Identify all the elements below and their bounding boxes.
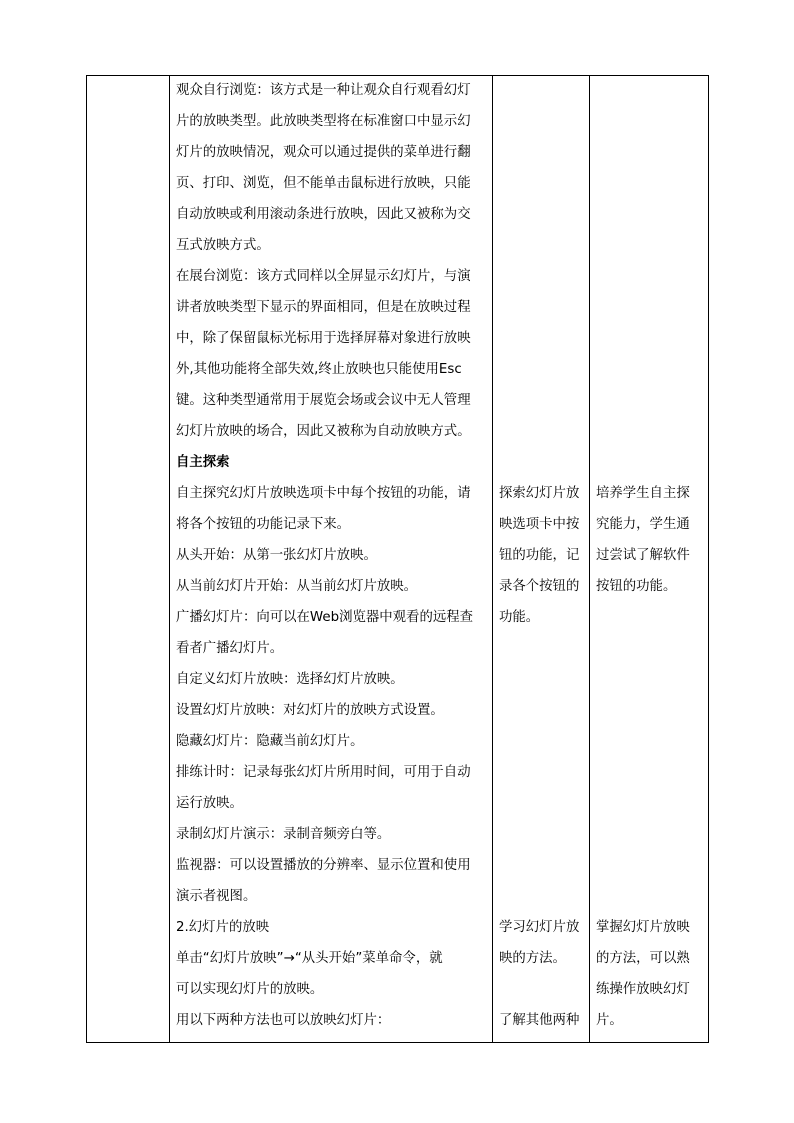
kiosk-browse-line-4: 外,其他功能将全部失效,终止放映也只能使用Esc xyxy=(176,362,462,377)
explore-activity-line-1: 探索幻灯片放 xyxy=(499,486,580,501)
explore-task-line-1: 自主探究幻灯片放映选项卡中每个按钮的功能，请 xyxy=(176,486,471,501)
ability-intent-line-1: 培养学生自主探 xyxy=(596,486,690,501)
item-monitor-line-1: 监视器：可以设置播放的分辨率、显示位置和使用 xyxy=(176,858,471,873)
play-method-line-2: 可以实现幻灯片的放映。 xyxy=(176,982,324,997)
table-row xyxy=(87,76,709,1043)
lesson-plan-table xyxy=(86,75,709,1043)
other-methods-line: 用以下两种方法也可以放映幻灯片： xyxy=(176,1013,391,1028)
learn-activity-line-2: 映的方法。 xyxy=(499,951,566,966)
item-rehearse-line-1: 排练计时：记录每张幻灯片所用时间，可用于自动 xyxy=(176,765,471,780)
item-hide-slide: 隐藏幻灯片：隐藏当前幻灯片。 xyxy=(176,734,364,749)
item-broadcast-line-1: 广播幻灯片：向可以在Web浏览器中观看的远程查 xyxy=(176,610,474,625)
student-activity-cell xyxy=(493,76,590,1043)
explore-task-line-2: 将各个按钮的功能记录下来。 xyxy=(176,517,351,532)
play-method-line-1: 单击“幻灯片放映”→“从头开始”菜单命令，就 xyxy=(176,951,443,966)
self-explore-heading: 自主探索 xyxy=(176,455,230,470)
ability-intent-line-4: 按钮的功能。 xyxy=(596,579,677,594)
item-from-current: 从当前幻灯片开始：从当前幻灯片放映。 xyxy=(176,579,418,594)
kiosk-browse-line-6: 幻灯片放映的场合，因此又被称为自动放映方式。 xyxy=(176,424,471,439)
other-methods-activity: 了解其他两种 xyxy=(499,1013,580,1028)
master-intent-line-2: 的方法，可以熟 xyxy=(596,951,690,966)
stage-column-cell xyxy=(87,76,170,1043)
teaching-content-cell xyxy=(170,76,493,1043)
kiosk-browse-line-5: 键。这种类型通常用于展览会场或会议中无人管理 xyxy=(176,393,471,408)
kiosk-browse-line-2: 讲者放映类型下显示的界面相同，但是在放映过程 xyxy=(176,300,471,315)
viewer-browse-line-4: 页、打印、浏览，但不能单击鼠标进行放映，只能 xyxy=(176,176,471,191)
explore-activity-line-3: 钮的功能，记 xyxy=(499,548,580,563)
viewer-browse-line-2: 片的放映类型。此放映类型将在标准窗口中显示幻 xyxy=(176,114,471,129)
master-intent-line-3: 练操作放映幻灯 xyxy=(596,982,690,997)
explore-activity-line-4: 录各个按钮的 xyxy=(499,579,580,594)
explore-activity-line-2: 映选项卡中按 xyxy=(499,517,580,532)
viewer-browse-line-3: 灯片的放映情况，观众可以通过提供的菜单进行翻 xyxy=(176,145,471,160)
kiosk-browse-line-3: 中，除了保留鼠标光标用于选择屏幕对象进行放映 xyxy=(176,331,471,346)
item-record-show: 录制幻灯片演示：录制音频旁白等。 xyxy=(176,827,391,842)
kiosk-browse-line-1: 在展台浏览：该方式同样以全屏显示幻灯片，与演 xyxy=(176,269,471,284)
design-intent-cell xyxy=(590,76,709,1043)
viewer-browse-line-6: 互式放映方式。 xyxy=(176,238,270,253)
explore-activity-line-5: 功能。 xyxy=(499,610,540,625)
master-intent-line-1: 掌握幻灯片放映 xyxy=(596,920,690,935)
item-rehearse-line-2: 运行放映。 xyxy=(176,796,243,811)
ability-intent-line-2: 究能力，学生通 xyxy=(596,517,690,532)
viewer-browse-line-5: 自动放映或利用滚动条进行放映，因此又被称为交 xyxy=(176,207,471,222)
learn-activity-line-1: 学习幻灯片放 xyxy=(499,920,580,935)
item-setup-show: 设置幻灯片放映：对幻灯片的放映方式设置。 xyxy=(176,703,444,718)
item-from-start: 从头开始：从第一张幻灯片放映。 xyxy=(176,548,377,563)
ability-intent-line-3: 过尝试了解软件 xyxy=(596,548,690,563)
item-custom-show: 自定义幻灯片放映：选择幻灯片放映。 xyxy=(176,672,404,687)
section-2-title: 2.幻灯片的放映 xyxy=(176,920,270,935)
item-broadcast-line-2: 看者广播幻灯片。 xyxy=(176,641,284,656)
viewer-browse-line-1: 观众自行浏览：该方式是一种让观众自行观看幻灯 xyxy=(176,83,471,98)
item-monitor-line-2: 演示者视图。 xyxy=(176,889,257,904)
master-intent-line-4: 片。 xyxy=(596,1013,623,1028)
